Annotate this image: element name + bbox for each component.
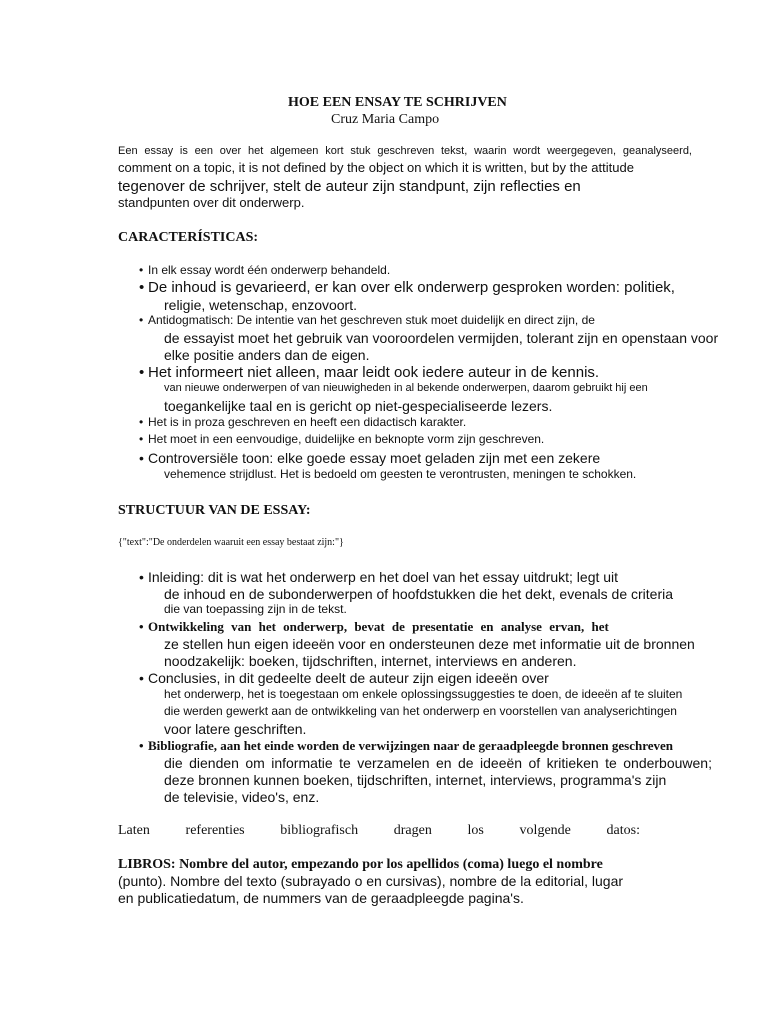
section-heading-structuur: STRUCTUUR VAN DE ESSAY:: [118, 503, 311, 518]
list-item-continuation: ze stellen hun eigen ideeën voor en ondersteunen deze met informatie uit de bronnen: [164, 636, 695, 652]
list-item-continuation: die werden gewerkt aan de ontwikkeling van het onderwerp en voorstellen van analyserichtingen: [164, 704, 677, 718]
intro-line-4: standpunten over dit onderwerp.: [118, 195, 305, 210]
list-item: • Het is in proza geschreven en heeft een didactisch karakter.: [139, 415, 467, 429]
section-heading-caracteristicas: CARACTERÍSTICAS:: [118, 230, 259, 245]
bullet-mark: •: [139, 450, 144, 466]
list-item: • Antidogmatisch: De intentie van het geschreven stuk moet duidelijk en direct zijn, de: [139, 313, 595, 327]
list-item-continuation: noodzakelijk: boeken, tijdschriften, internet, interviews en anderen.: [164, 653, 577, 669]
list-item: • Controversiële toon: elke goede essay moet geladen zijn met een zekere: [139, 450, 601, 466]
bullet-mark: •: [139, 569, 144, 585]
structure-note: {"text":"De onderdelen waaruit een essay bestaat zijn:"}: [118, 537, 344, 548]
bullet-mark: •: [139, 619, 144, 634]
intro-line-1: Een essay is een over het algemeen kort stuk geschreven tekst, waarin wordt weergegeven, geanalyseerd,: [118, 145, 692, 157]
list-item: • Inleiding: dit is wat het onderwerp en het doel van het essay uitdrukt; legt uit: [139, 569, 619, 585]
bullet-mark: •: [139, 263, 144, 277]
list-item: • De inhoud is gevarieerd, er kan over elk onderwerp gesproken worden: politiek,: [139, 279, 675, 296]
list-item: • Het moet in een eenvoudige, duidelijke en beknopte vorm zijn geschreven.: [139, 432, 545, 446]
document-title: HOE EEN ENSAY TE SCHRIJVEN: [288, 95, 507, 110]
list-item-continuation: elke positie anders dan de eigen.: [164, 347, 370, 363]
bullet-mark: •: [139, 415, 144, 429]
list-item-continuation: toegankelijke taal en is gericht op niet-gespecialiseerde lezers.: [164, 398, 553, 414]
libros-line-2: (punto). Nombre del texto (subrayado o en cursivas), nombre de la editorial, lugar: [118, 873, 624, 889]
list-item-continuation: het onderwerp, het is toegestaan om enkele oplossingssuggesties te doen, de ideeën af te sluiten: [164, 687, 683, 701]
list-item-continuation: religie, wetenschap, enzovoort.: [164, 297, 357, 313]
libros-line-3: en publicatiedatum, de nummers van de geraadpleegde pagina's.: [118, 890, 524, 906]
list-item-continuation: vehemence strijdlust. Het is bedoeld om geesten te verontrusten, meningen te schokken.: [164, 467, 637, 481]
list-item-continuation: die van toepassing zijn in de tekst.: [164, 602, 347, 616]
intro-line-2: comment on a topic, it is not defined by the object on which it is written, but by the attitude: [118, 160, 634, 175]
libros-line-1: LIBROS: Nombre del autor, empezando por los apellidos (coma) luego el nombre: [118, 857, 603, 872]
list-item-continuation: die dienden om informatie te verzamelen en de ideeën of kritieken te onderbouwen;: [164, 755, 712, 771]
list-item: • Conclusies, in dit gedeelte deelt de auteur zijn eigen ideeën over: [139, 670, 549, 686]
list-item-continuation: voor latere geschriften.: [164, 721, 307, 737]
list-item-continuation: de televisie, video's, enz.: [164, 789, 320, 805]
list-item: • In elk essay wordt één onderwerp behandeld.: [139, 263, 391, 277]
bullet-mark: •: [139, 313, 144, 327]
bullet-mark: •: [139, 738, 144, 753]
bullet-mark: •: [139, 432, 144, 446]
intro-line-3: tegenover de schrijver, stelt de auteur zijn standpunt, zijn reflecties en: [118, 178, 581, 195]
list-item-continuation: van nieuwe onderwerpen of van nieuwigheden in al bekende onderwerpen, daarom gebruikt hij een: [164, 382, 648, 394]
list-item-continuation: de essayist moet het gebruik van vooroordelen vermijden, tolerant zijn en openstaan voor: [164, 330, 719, 346]
list-item-continuation: deze bronnen kunnen boeken, tijdschriften, internet, interviews, programma's zijn: [164, 772, 667, 788]
bullet-mark: •: [139, 670, 144, 686]
document-author: Cruz Maria Campo: [331, 112, 440, 127]
list-item: • Het informeert niet alleen, maar leidt ook iedere auteur in de kennis.: [139, 364, 600, 381]
bullet-mark: •: [139, 364, 145, 381]
bullet-mark: •: [139, 279, 145, 296]
references-line: Laten referenties bibliografisch dragen los volgende datos:: [118, 823, 640, 838]
list-item: • Bibliografie, aan het einde worden de verwijzingen naar de geraadpleegde bronnen geschreven: [139, 738, 674, 753]
list-item: • Ontwikkeling van het onderwerp, bevat de presentatie en analyse ervan, het: [139, 619, 609, 634]
list-item-continuation: de inhoud en de subonderwerpen of hoofdstukken die het dekt, evenals de criteria: [164, 586, 674, 602]
